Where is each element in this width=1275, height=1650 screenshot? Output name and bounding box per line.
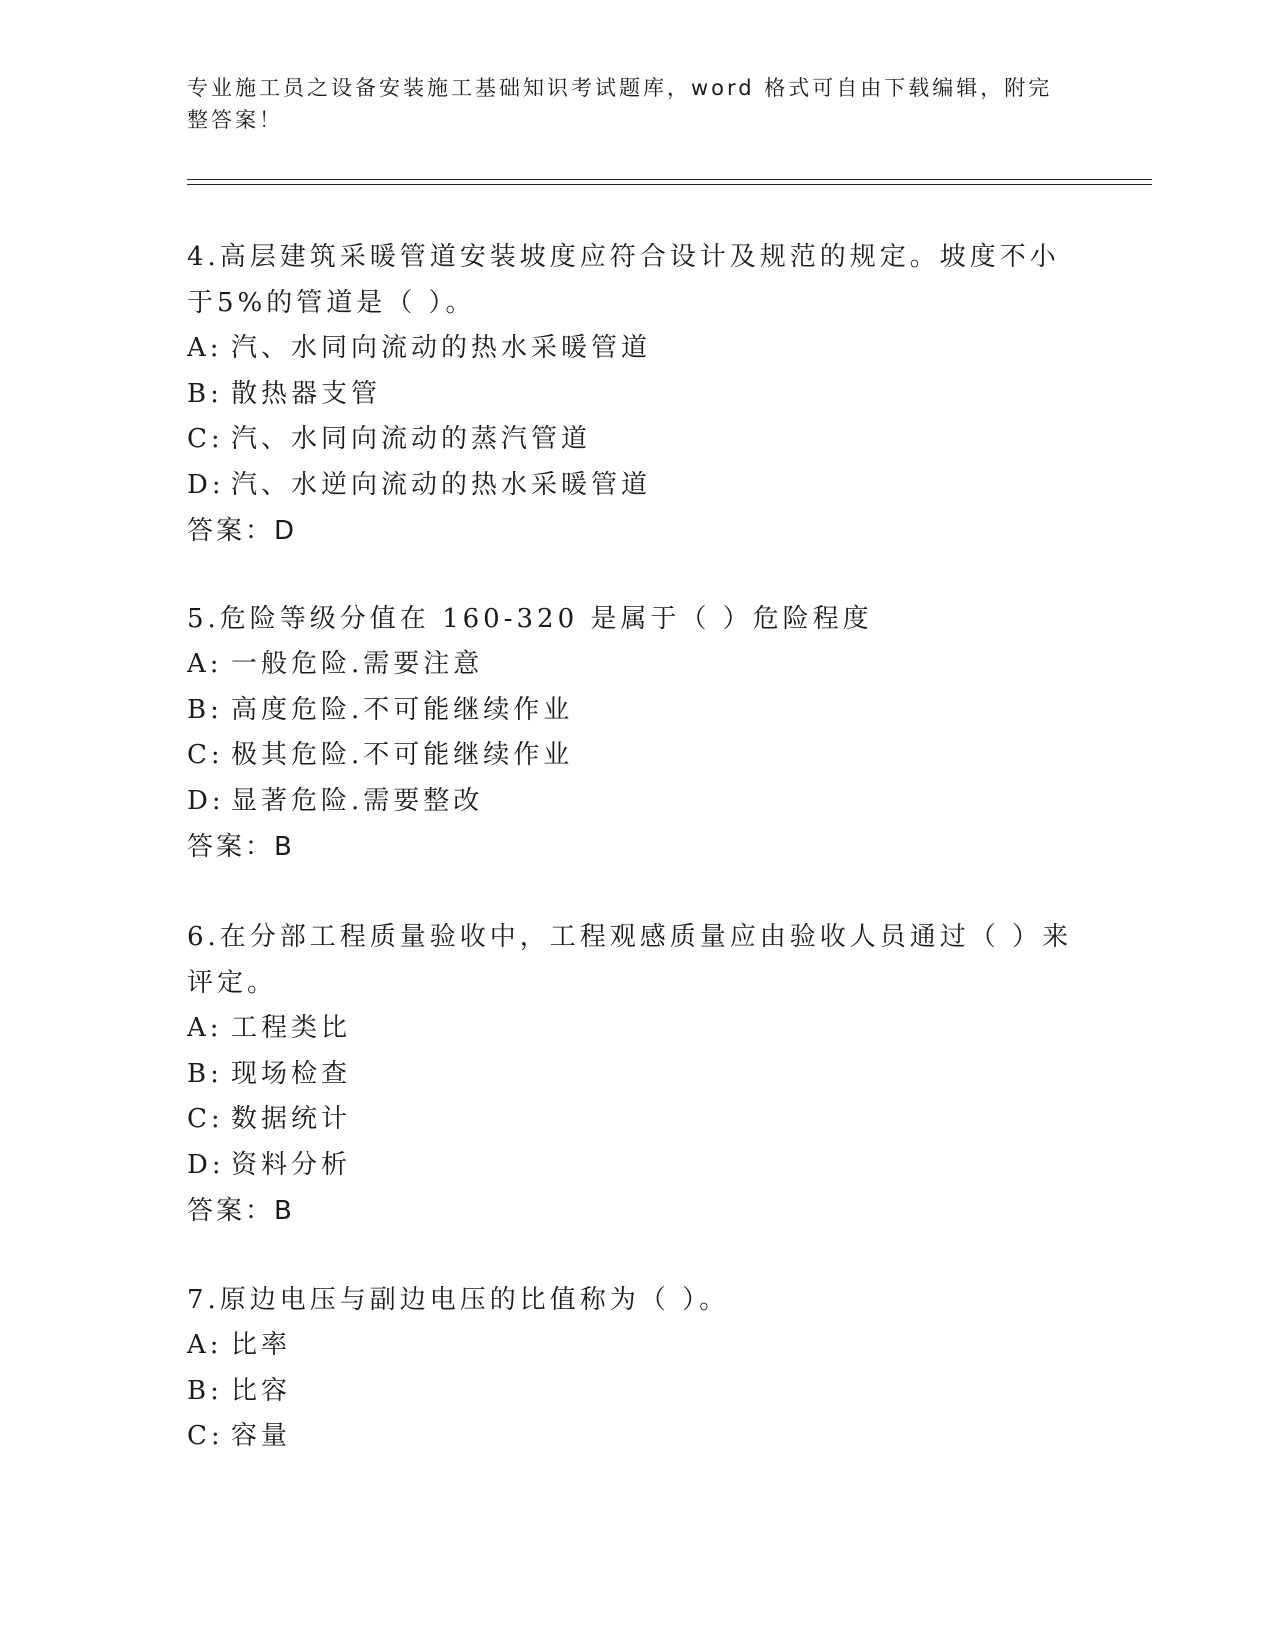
option-d (187, 779, 1087, 825)
answer-line: 答案：D (187, 516, 298, 546)
option-text: 比容 (231, 1375, 292, 1406)
option-text: 容量 (231, 1421, 292, 1451)
option-c (187, 1097, 1087, 1143)
question-7 (187, 1277, 1087, 1460)
option-text: 极其危险.不可能继续作业 (231, 740, 574, 770)
question-6 (187, 914, 1087, 1234)
header-divider-bottom (187, 184, 1152, 185)
option-key: D: (187, 469, 225, 500)
option-key: B: (187, 1375, 223, 1406)
option-key: C: (187, 1421, 224, 1451)
option-text: 数据统计 (231, 1104, 352, 1134)
option-text: 高度危险.不可能继续作业 (231, 694, 574, 725)
option-text: 汽、水同向流动的热水采暖管道 (231, 333, 652, 363)
option-d (187, 463, 1087, 509)
option-a (187, 326, 1087, 372)
option-b (187, 1369, 1087, 1415)
option-a (187, 642, 1087, 688)
question-stem: 6.在分部工程质量验收中，工程观感质量应由验收人员通过（ ）来评定。 (187, 922, 1073, 998)
option-b (187, 1052, 1087, 1098)
option-key: B: (187, 378, 223, 409)
answer-line: 答案：B (187, 1196, 295, 1226)
option-key: D: (187, 1149, 225, 1180)
question-stem: 5.危险等级分值在 160-320 是属于（ ）危险程度 (187, 604, 873, 634)
option-c (187, 733, 1087, 779)
option-text: 汽、水逆向流动的热水采暖管道 (231, 469, 652, 500)
option-key: A: (187, 333, 223, 363)
option-b (187, 372, 1087, 418)
option-text: 散热器支管 (231, 378, 382, 409)
option-text: 资料分析 (231, 1149, 352, 1180)
option-key: A: (187, 1013, 223, 1043)
option-b (187, 688, 1087, 734)
option-text: 现场检查 (231, 1058, 352, 1089)
question-5 (187, 596, 1087, 870)
option-key: D: (187, 785, 225, 816)
option-text: 汽、水同向流动的蒸汽管道 (231, 424, 592, 454)
option-c (187, 417, 1087, 463)
option-d (187, 1143, 1087, 1189)
option-key: A: (187, 649, 223, 679)
option-key: B: (187, 1058, 223, 1089)
option-text: 显著危险.需要整改 (231, 785, 484, 816)
header-text: 专业施工员之设备安装施工基础知识考试题库，word 格式可自由下载编辑，附完整答案！ (187, 76, 1053, 132)
option-c (187, 1414, 1087, 1460)
option-a (187, 1323, 1087, 1369)
option-key: C: (187, 424, 224, 454)
option-text: 工程类比 (231, 1013, 352, 1043)
answer-line: 答案：B (187, 832, 295, 862)
option-key: A: (187, 1330, 223, 1360)
option-key: C: (187, 740, 224, 770)
option-a (187, 1006, 1087, 1052)
question-4 (187, 234, 1087, 554)
option-key: B: (187, 694, 223, 725)
option-key: C: (187, 1104, 224, 1134)
question-stem: 7.原边电压与副边电压的比值称为（ ）。 (187, 1285, 730, 1315)
header-divider-top (187, 179, 1152, 180)
option-text: 比率 (231, 1330, 292, 1360)
option-text: 一般危险.需要注意 (231, 649, 484, 679)
document-header (187, 72, 1067, 136)
question-stem: 4.高层建筑采暖管道安装坡度应符合设计及规范的规定。坡度不小于5%的管道是（ ）。 (187, 242, 1060, 318)
